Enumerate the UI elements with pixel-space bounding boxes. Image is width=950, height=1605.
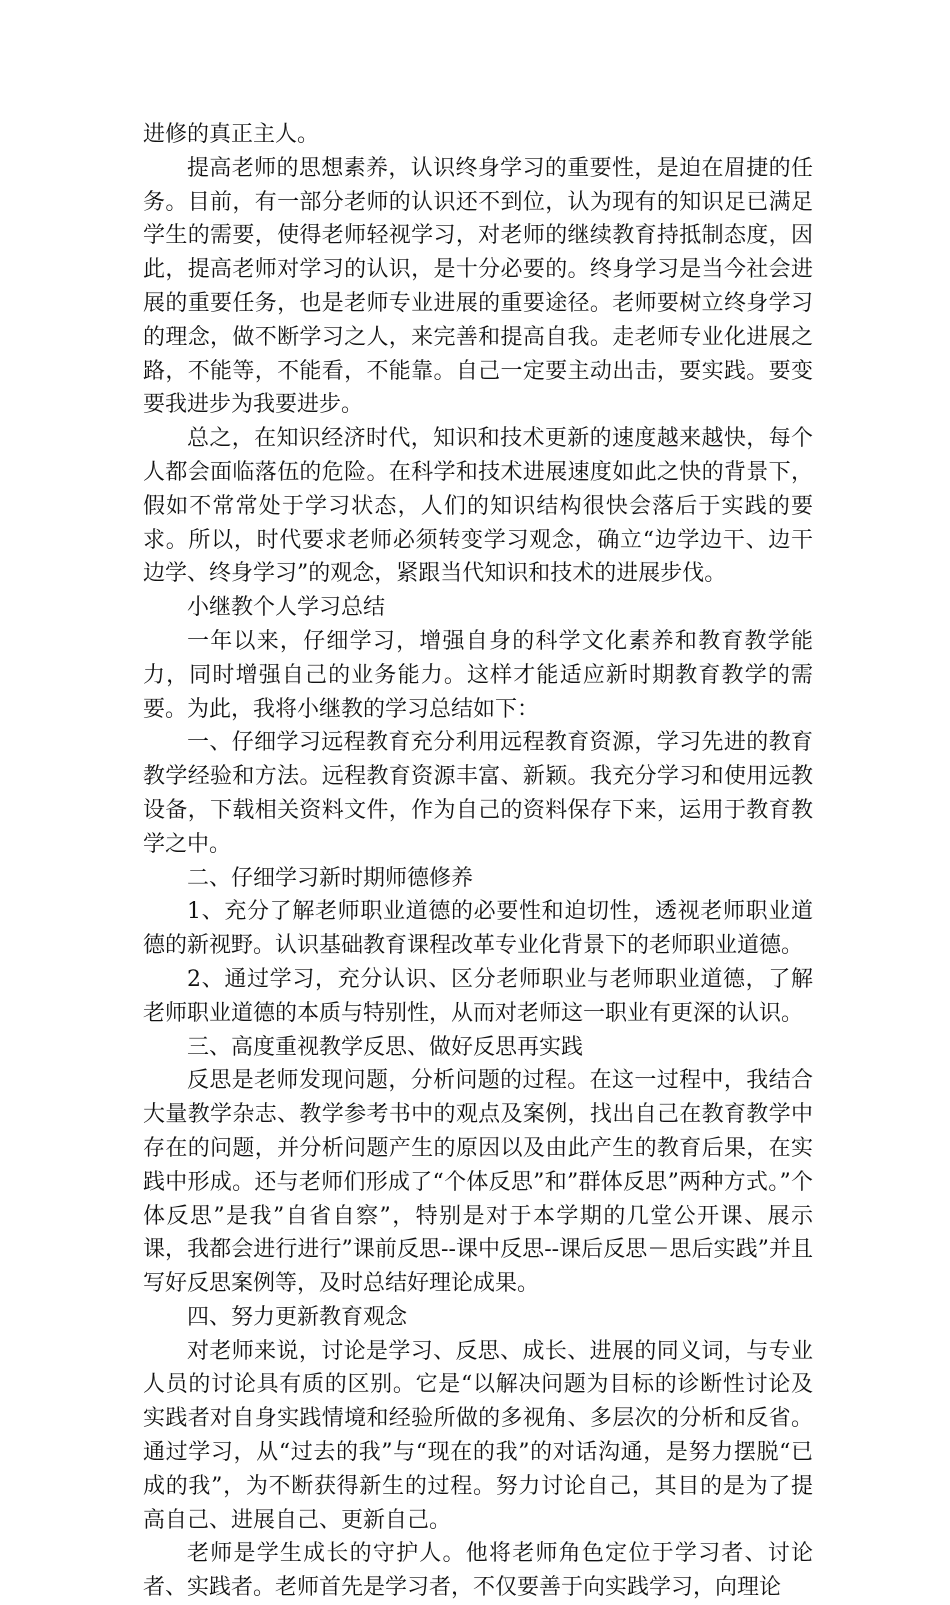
paragraph-point-1: 一、仔细学习远程教育充分利用远程教育资源，学习先进的教育教学经验和方法。远程教育资源丰富、新颖。我充分学习和使用远教设备，下载相关资料文件，作为自己的资料保存下来，运用于教育教学之中。 — [143, 730, 813, 857]
paragraph-conclusion: 总之，在知识经济时代，知识和技术更新的速度越来越快，每个人都会面临落伍的危险。在科学和技术进展速度如此之快的背景下，假如不常常处于学习状态，人们的知识结构很快会落后于实践的要求。所以，时代要求老师必须转变学习观念，确立“边学边干、边干边学、终身学习”的观念，紧跟当代知识和技术的进展步伐。 — [143, 426, 813, 587]
paragraph-point-2-2: 2、通过学习，充分认识、区分老师职业与老师职业道德，了解老师职业道德的本质与特别性，从而对老师这一职业有更深的认识。 — [143, 966, 813, 1026]
paragraph-point-2-1: 1、充分了解老师职业道德的必要性和迫切性，透视老师职业道德的新视野。认识基础教育课程改革专业化背景下的老师职业道德。 — [143, 899, 813, 959]
paragraph-continuation: 进修的真正主人。 — [143, 122, 320, 147]
heading-point-4: 四、努力更新教育观念 — [187, 1304, 408, 1330]
heading-point-2: 二、仔细学习新时期师德修养 — [187, 865, 474, 891]
paragraph-discussion: 对老师来说，讨论是学习、反思、成长、进展的同义词，与专业人员的讨论具有质的区别。它是“以解决问题为目标的诊断性讨论及实践者对自身实践情境和经验所做的多视角、多层次的分析和反省。通过学习，从“过去的我”与“现在的我”的对话沟通，是努力摆脱“已成的我”，为不断获得新生的过程。努力讨论自己，其目的是为了提高自己、进展自己、更新自己。 — [143, 1338, 813, 1533]
paragraph-intro: 一年以来，仔细学习，增强自身的科学文化素养和教育教学能力，同时增强自己的业务能力。这样才能适应新时期教育教学的需要。为此，我将小继教的学习总结如下： — [143, 628, 813, 722]
paragraph-reflection: 反思是老师发现问题，分析问题的过程。在这一过程中，我结合大量教学杂志、教学参考书中的观点及案例，找出自己在教育教学中存在的问题，并分析问题产生的原因以及由此产生的教育后果，在实践中形成。还与老师们形成了“个体反思”和”群体反思”两种方式。”个体反思”是我”自省自察”，特别是对于本学期的几堂公开课、展示课，我都会进行进行”课前反思--课中反思--课后反思－思后实践”并且写好反思案例等，及时总结好理论成果。 — [143, 1068, 813, 1297]
section-title: 小继教个人学习总结 — [187, 595, 386, 621]
document-body — [143, 118, 813, 1605]
paragraph-teacher-role: 老师是学生成长的守护人。他将老师角色定位于学习者、讨论者、实践者。老师首先是学习者，不仅要善于向实践学习，向理论 — [143, 1541, 813, 1601]
paragraph-lifelong-learning: 提高老师的思想素养，认识终身学习的重要性，是迫在眉捷的任务。目前，有一部分老师的认识还不到位，认为现有的知识足已满足学生的需要，使得老师轻视学习，对老师的继续教育持抵制态度，因此，提高老师对学习的认识，是十分必要的。终身学习是当今社会进展的重要任务，也是老师专业进展的重要途径。老师要树立终身学习的理念，做不断学习之人，来完善和提高自我。走老师专业化进展之路，不能等，不能看，不能靠。自己一定要主动出击，要实践。要变要我进步为我要进步。 — [143, 155, 813, 418]
heading-point-3: 三、高度重视教学反思、做好反思再实践 — [187, 1034, 584, 1060]
